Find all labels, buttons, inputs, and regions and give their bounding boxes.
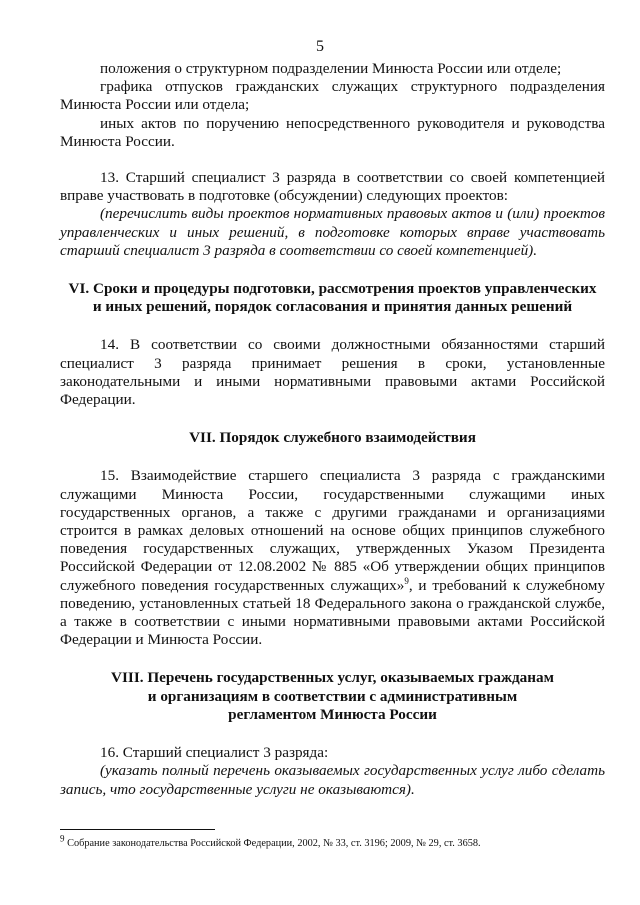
section-7-title: VII. Порядок служебного взаимодействия	[189, 429, 476, 447]
section-8-title-line-2: и организациям в соответствии с административным	[147, 687, 518, 705]
page-number: 5	[316, 38, 324, 55]
footnote-mark: 9	[60, 833, 65, 844]
paragraph-13: 13. Старший специалист 3 разряда в соответствии со своей компетенцией вправе участвовать в подготовке (обсуждении) следующих проектов:	[60, 169, 605, 205]
footnote	[60, 833, 605, 850]
paragraph-15-part-1: 15. Взаимодействие старшего специалиста 3 разряда с гражданскими служащими Минюста России, государственными служащими иных государственных органов, а также с другими гражданами и организациями строится в рамках деловых отношений на основе общих принципов служебного поведения государственных служащих, утвержденных Указом Президента Российской Федерации от 12.08.2002 № 885 «Об утверждении общих принципов служебного поведения государственных служащих»	[60, 467, 605, 594]
footnote-reference: 9	[404, 575, 409, 586]
section-6-title-line-2: и иных решений, порядок согласования и принятия данных решений	[92, 298, 573, 316]
footnote-text: Собрание законодательства Российской Федерации, 2002, № 33, ст. 3196; 2009, № 29, ст. 3658.	[64, 838, 481, 849]
paragraph-line-1: положения о структурном подразделении Минюста России или отделе;	[100, 60, 562, 77]
paragraph-14: 14. В соответствии со своими должностными обязанностями старший специалист 3 разряда принимает решения в сроки, установленные законодательными и иными нормативными правовыми актами Российской Федерации.	[60, 336, 605, 409]
document-body	[60, 60, 605, 799]
paragraph-16-note: (указать полный перечень оказываемых государственных услуг либо сделать запись, что государственные услуги не оказываются).	[60, 762, 605, 798]
section-6-title-line-1: VI. Сроки и процедуры подготовки, рассмотрения проектов управленческих	[68, 280, 597, 298]
section-8-title-line-3: регламентом Минюста России	[228, 705, 437, 723]
paragraph-line-2: графика отпусков гражданских служащих структурного подразделения Минюста России или отдела;	[60, 78, 605, 114]
paragraph-line-3: иных актов по поручению непосредственного руководителя и руководства Минюста России.	[60, 114, 605, 150]
paragraph-16: 16. Старший специалист 3 разряда:	[100, 744, 329, 762]
paragraph-15-part-2: , и требований к служебному поведению, установленных статьей 18 Федерального закона о гражданской службе, а также в соответствии с иными нормативными правовыми актами Российской Федерации и Минюста России.	[60, 576, 605, 649]
paragraph-15	[60, 467, 605, 649]
section-8-title-line-1: VIII. Перечень государственных услуг, оказываемых гражданам	[111, 669, 554, 687]
paragraph-13-note: (перечислить виды проектов нормативных правовых актов и (или) проектов управленческих и иных решений, в подготовке которых вправе участвовать старший специалист 3 разряда в соответствии со своей компетенцией).	[60, 205, 605, 259]
footnote-divider	[60, 829, 215, 830]
